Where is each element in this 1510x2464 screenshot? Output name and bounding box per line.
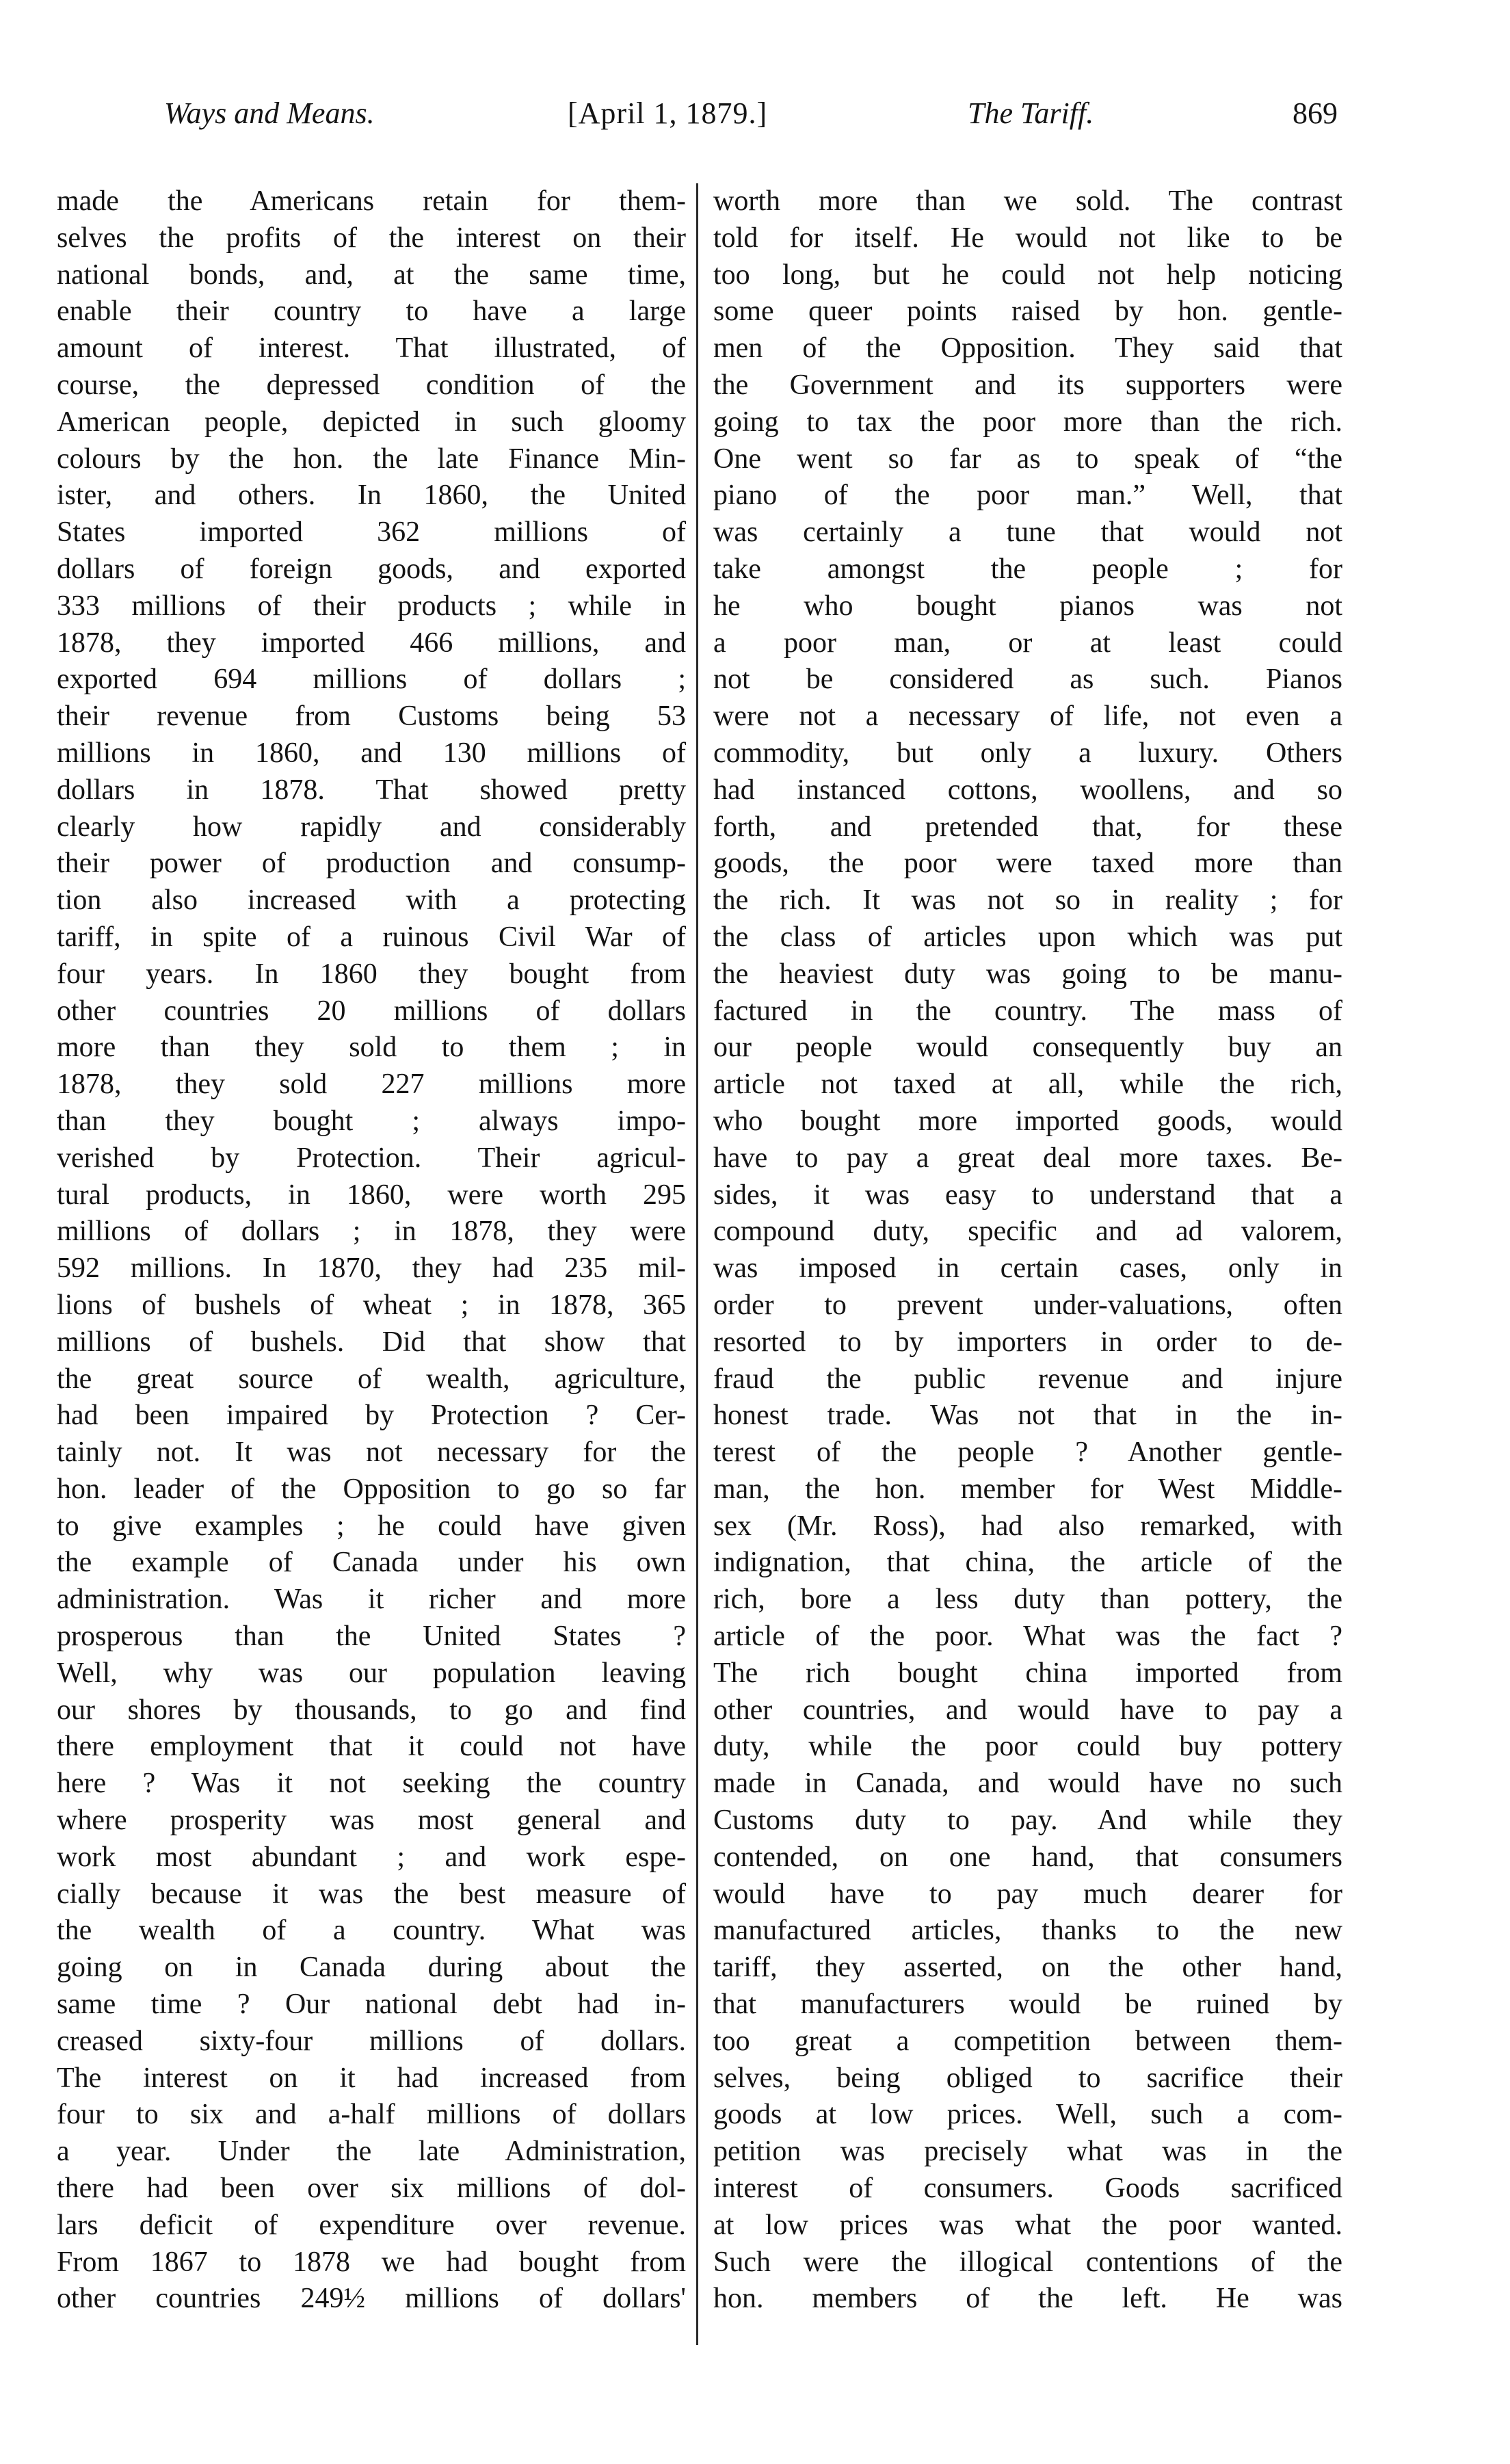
text-line: amount of interest. That illustrated, of: [57, 332, 686, 365]
text-line: hon. leader of the Opposition to go so far: [57, 1473, 686, 1505]
text-line: terest of the people ? Another gentle-: [713, 1437, 1342, 1469]
text-line: had been impaired by Protection ? Cer-: [57, 1400, 686, 1432]
text-line: same time ? Our national debt had in-: [57, 1989, 686, 2021]
text-line: forth, and pretended that, for these: [713, 811, 1342, 843]
text-line: manufactured articles, thanks to the new: [713, 1915, 1342, 1947]
text-line: more than they sold to them ; in: [57, 1032, 686, 1064]
text-line: made in Canada, and would have no such: [713, 1768, 1342, 1800]
text-line: enable their country to have a large: [57, 296, 686, 328]
text-line: our people would consequently buy an: [713, 1032, 1342, 1064]
text-line: a year. Under the late Administration,: [57, 2136, 686, 2168]
text-line: worth more than we sold. The contrast: [713, 185, 1342, 217]
text-line: our shores by thousands, to go and find: [57, 1694, 686, 1726]
running-header: [55, 96, 1354, 150]
text-line: going on in Canada during about the: [57, 1952, 686, 1984]
text-line: millions of bushels. Did that show that: [57, 1326, 686, 1358]
text-line: course, the depressed condition of the: [57, 369, 686, 401]
text-line: the wealth of a country. What was: [57, 1915, 686, 1947]
text-line: at low prices was what the poor wanted.: [713, 2209, 1342, 2241]
text-line: The interest on it had increased from: [57, 2062, 686, 2094]
text-line: where prosperity was most general and: [57, 1805, 686, 1837]
header-section-title: Ways and Means.: [164, 96, 375, 130]
text-line: 592 millions. In 1870, they had 235 mil-: [57, 1253, 686, 1285]
text-line: national bonds, and, at the same time,: [57, 259, 686, 291]
text-line: the heaviest duty was going to be manu-: [713, 958, 1342, 990]
text-line: Customs duty to pay. And while they: [713, 1805, 1342, 1837]
text-line: there had been over six millions of dol-: [57, 2173, 686, 2205]
text-line: too long, but he could not help noticing: [713, 259, 1342, 291]
header-date: [April 1, 1879.]: [568, 96, 768, 130]
text-line: the class of articles upon which was put: [713, 921, 1342, 953]
text-line: the rich. It was not so in reality ; for: [713, 884, 1342, 917]
text-line: Well, why was our population leaving: [57, 1657, 686, 1689]
text-line: would have to pay much dearer for: [713, 1878, 1342, 1910]
text-line: One went so far as to speak of “the: [713, 443, 1342, 475]
text-line: indignation, that china, the article of the: [713, 1547, 1342, 1579]
text-line: fraud the public revenue and injure: [713, 1363, 1342, 1395]
text-line: other countries, and would have to pay a: [713, 1694, 1342, 1726]
text-line: than they bought ; always impo-: [57, 1105, 686, 1137]
text-line: men of the Opposition. They said that: [713, 332, 1342, 365]
text-line: who bought more imported goods, would: [713, 1105, 1342, 1137]
text-line: 333 millions of their products ; while in: [57, 590, 686, 622]
text-line: interest of consumers. Goods sacrificed: [713, 2173, 1342, 2205]
text-line: their power of production and consump-: [57, 848, 686, 880]
text-line: goods, the poor were taxed more than: [713, 848, 1342, 880]
text-line: commodity, but only a luxury. Others: [713, 737, 1342, 769]
text-line: was certainly a tune that would not: [713, 516, 1342, 549]
page-number: 869: [1293, 96, 1338, 130]
text-line: verished by Protection. Their agricul-: [57, 1142, 686, 1174]
text-line: have to pay a great deal more taxes. Be-: [713, 1142, 1342, 1174]
text-line: millions in 1860, and 130 millions of: [57, 737, 686, 769]
text-line: the great source of wealth, agriculture,: [57, 1363, 686, 1395]
text-line: some queer points raised by hon. gentle-: [713, 296, 1342, 328]
text-line: not be considered as such. Pianos: [713, 664, 1342, 696]
text-line: exported 694 millions of dollars ;: [57, 664, 686, 696]
text-line: 1878, they imported 466 millions, and: [57, 627, 686, 659]
text-line: here ? Was it not seeking the country: [57, 1768, 686, 1800]
text-line: creased sixty-four millions of dollars.: [57, 2025, 686, 2057]
text-line: other countries 249½ millions of dollars': [57, 2283, 686, 2315]
text-line: article not taxed at all, while the rich,: [713, 1069, 1342, 1101]
text-line: were not a necessary of life, not even a: [713, 700, 1342, 733]
text-line: tariff, in spite of a ruinous Civil War of: [57, 921, 686, 953]
text-line: order to prevent under-valuations, often: [713, 1289, 1342, 1321]
text-line: prosperous than the United States ?: [57, 1621, 686, 1653]
text-line: other countries 20 millions of dollars: [57, 995, 686, 1027]
text-line: lions of bushels of wheat ; in 1878, 365: [57, 1289, 686, 1321]
text-line: sides, it was easy to understand that a: [713, 1179, 1342, 1211]
text-line: article of the poor. What was the fact ?: [713, 1621, 1342, 1653]
text-line: millions of dollars ; in 1878, they were: [57, 1216, 686, 1248]
text-line: cially because it was the best measure of: [57, 1878, 686, 1910]
text-line: their revenue from Customs being 53: [57, 700, 686, 733]
text-line: man, the hon. member for West Middle-: [713, 1473, 1342, 1505]
text-line: tural products, in 1860, were worth 295: [57, 1179, 686, 1211]
text-line: was imposed in certain cases, only in: [713, 1253, 1342, 1285]
header-topic: The Tariff.: [968, 96, 1094, 130]
text-line: four years. In 1860 they bought from: [57, 958, 686, 990]
text-line: too great a competition between them-: [713, 2025, 1342, 2057]
text-line: sex (Mr. Ross), had also remarked, with: [713, 1510, 1342, 1542]
text-line: tainly not. It was not necessary for the: [57, 1437, 686, 1469]
text-line: dollars in 1878. That showed pretty: [57, 774, 686, 806]
text-line: duty, while the poor could buy pottery: [713, 1731, 1342, 1763]
text-line: ister, and others. In 1860, the United: [57, 480, 686, 512]
text-line: rich, bore a less duty than pottery, the: [713, 1584, 1342, 1616]
text-line: Such were the illogical contentions of the: [713, 2246, 1342, 2278]
text-line: the example of Canada under his own: [57, 1547, 686, 1579]
text-line: a poor man, or at least could: [713, 627, 1342, 659]
text-line: take amongst the people ; for: [713, 553, 1342, 585]
text-line: to give examples ; he could have given: [57, 1510, 686, 1542]
text-line: had instanced cottons, woollens, and so: [713, 774, 1342, 806]
column-divider: [696, 183, 698, 2345]
text-line: piano of the poor man.” Well, that: [713, 480, 1342, 512]
text-line: that manufacturers would be ruined by: [713, 1989, 1342, 2021]
text-line: factured in the country. The mass of: [713, 995, 1342, 1027]
text-line: The rich bought china imported from: [713, 1657, 1342, 1689]
text-line: he who bought pianos was not: [713, 590, 1342, 622]
text-line: four to six and a-half millions of dollars: [57, 2099, 686, 2131]
text-line: From 1867 to 1878 we had bought from: [57, 2246, 686, 2278]
text-line: dollars of foreign goods, and exported: [57, 553, 686, 585]
text-line: selves, being obliged to sacrifice their: [713, 2062, 1342, 2094]
text-line: petition was precisely what was in the: [713, 2136, 1342, 2168]
text-line: work most abundant ; and work espe-: [57, 1841, 686, 1873]
text-line: colours by the hon. the late Finance Min-: [57, 443, 686, 475]
text-line: there employment that it could not have: [57, 1731, 686, 1763]
text-line: 1878, they sold 227 millions more: [57, 1069, 686, 1101]
text-line: American people, depicted in such gloomy: [57, 406, 686, 438]
text-line: resorted to by importers in order to de-: [713, 1326, 1342, 1358]
left-text-column: [57, 183, 686, 2318]
text-line: States imported 362 millions of: [57, 516, 686, 549]
right-text-column: [713, 183, 1342, 2318]
text-line: administration. Was it richer and more: [57, 1584, 686, 1616]
text-line: compound duty, specific and ad valorem,: [713, 1216, 1342, 1248]
text-line: lars deficit of expenditure over revenue.: [57, 2209, 686, 2241]
text-line: selves the profits of the interest on their: [57, 222, 686, 254]
text-line: going to tax the poor more than the rich.: [713, 406, 1342, 438]
text-line: tion also increased with a protecting: [57, 884, 686, 917]
text-line: told for itself. He would not like to be: [713, 222, 1342, 254]
text-line: tariff, they asserted, on the other hand,: [713, 1952, 1342, 1984]
text-line: made the Americans retain for them-: [57, 185, 686, 217]
text-line: hon. members of the left. He was: [713, 2283, 1342, 2315]
text-line: clearly how rapidly and considerably: [57, 811, 686, 843]
text-line: goods at low prices. Well, such a com-: [713, 2099, 1342, 2131]
text-line: honest trade. Was not that in the in-: [713, 1400, 1342, 1432]
text-line: contended, on one hand, that consumers: [713, 1841, 1342, 1873]
text-line: the Government and its supporters were: [713, 369, 1342, 401]
